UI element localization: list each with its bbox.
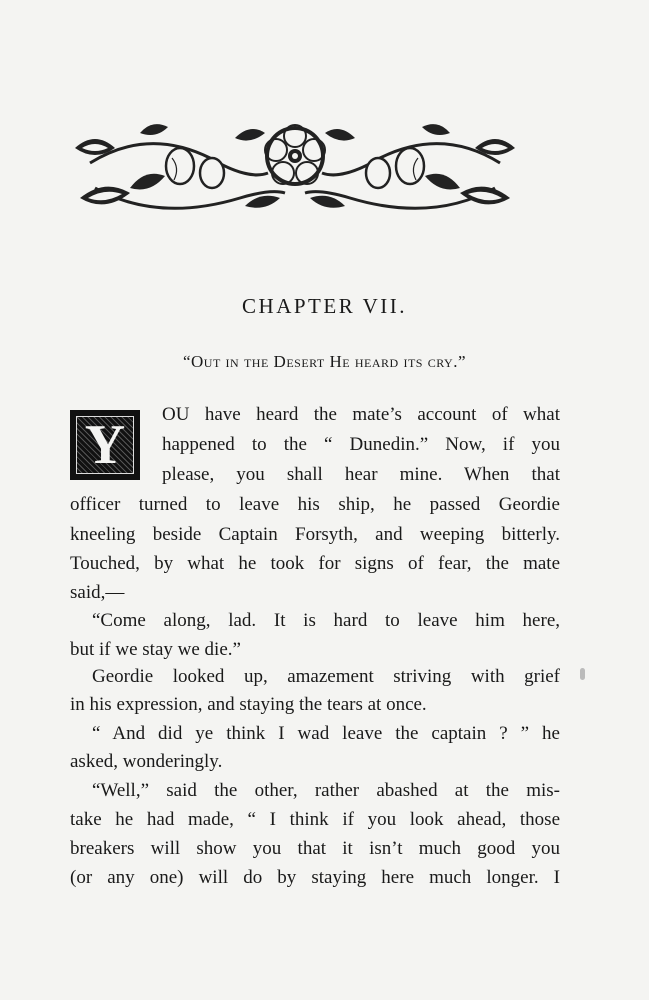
chapter-epigraph: “Out in the Desert He heard its cry.” xyxy=(182,352,467,371)
text-line: happened to the “ Dunedin.” Now, if you xyxy=(162,434,560,455)
text-line: please, you shall hear mine. When that xyxy=(162,464,560,485)
text-line: asked, wonderingly. xyxy=(70,751,223,772)
drop-cap-letter: Y xyxy=(84,414,126,476)
chapter-title: CHAPTER VII. xyxy=(242,294,407,318)
paper-speck xyxy=(580,668,585,680)
text-line: (or any one) will do by staying here much longer. I xyxy=(70,867,560,888)
text-line: but if we stay we die.” xyxy=(70,639,241,660)
text-line: “Well,” said the other, rather abashed at the mis- xyxy=(92,780,560,801)
text-line: kneeling beside Captain Forsyth, and weeping bitterly. xyxy=(70,524,560,545)
text-line: Touched, by what he took for signs of fear, the mate xyxy=(70,553,560,574)
text-line: “Come along, lad. It is hard to leave him here, xyxy=(92,610,560,631)
text-line: said,— xyxy=(70,582,125,603)
text-line: in his expression, and staying the tears at once. xyxy=(70,694,427,715)
text-line: “ And did ye think I wad leave the captain ? ” he xyxy=(92,723,560,744)
text-line: breakers will show you that it isn’t much good you xyxy=(70,838,560,859)
text-line: officer turned to leave his ship, he passed Geordie xyxy=(70,494,560,515)
drop-cap-initial xyxy=(70,410,140,480)
text-line: OU have heard the mate’s account of what xyxy=(162,404,560,425)
text-line: take he had made, “ I think if you look ahead, those xyxy=(70,809,560,830)
floral-headpiece-ornament xyxy=(70,118,520,218)
central-flower-icon xyxy=(265,125,325,186)
text-line: Geordie looked up, amazement striving with grief xyxy=(92,666,560,687)
